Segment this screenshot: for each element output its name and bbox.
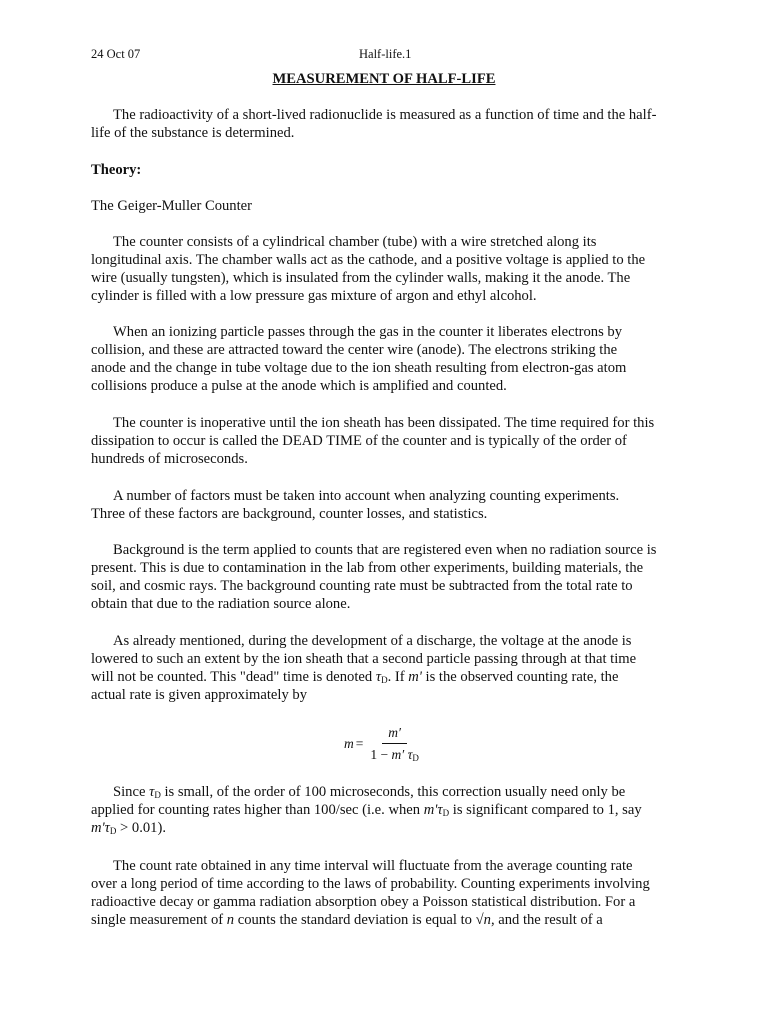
text-line: Three of these factors are background, counter losses, and statistics. xyxy=(91,506,488,522)
document-title: MEASUREMENT OF HALF-LIFE xyxy=(272,71,496,87)
text-line: over a long period of time according to the laws of probability. Counting experiments involving xyxy=(91,876,650,892)
text-line: wire (usually tungsten), which is insulated from the cylinder walls, making it the anode. The xyxy=(91,270,631,286)
equation-denominator: 1 − m′ $\tau_D$ xyxy=(370,747,419,763)
equation-fraction xyxy=(366,724,423,764)
text-line: radioactive decay or gamma radiation absorption obey a Poisson statistical distribution. For a xyxy=(91,894,636,910)
text-line: A number of factors must be taken into account when analyzing counting experiments. xyxy=(113,488,620,504)
text-line: hundreds of microseconds. xyxy=(91,451,248,467)
text-line: lowered to such an extent by the ion sheath that a second particle passing through at that time xyxy=(91,651,637,667)
text-line: longitudinal axis. The chamber walls act as the cathode, and a positive voltage is applied to the xyxy=(91,252,646,268)
tau-symbol: τ xyxy=(375,669,382,685)
equation-numerator: m′ xyxy=(382,724,407,744)
text-line: collisions produce a pulse at the anode which is amplified and counted. xyxy=(91,378,507,394)
text-line: present. This is due to contamination in the lab from other experiments, building materials, the xyxy=(91,560,644,576)
paragraph-counter-losses xyxy=(91,632,681,704)
paragraph-background xyxy=(91,541,681,613)
text-line: soil, and cosmic rays. The background counting rate must be subtracted from the total rate to xyxy=(91,578,633,594)
m-prime-symbol: m' xyxy=(408,669,422,685)
paragraph-statistics xyxy=(91,857,681,929)
text-line: dissipation to occur is called the DEAD TIME of the counter and is typically of the order of xyxy=(91,433,627,449)
section-heading-theory: Theory: xyxy=(91,162,142,178)
equation-equals: = xyxy=(355,736,364,751)
text-line: life of the substance is determined. xyxy=(91,125,295,141)
text-line: When an ionizing particle passes through the gas in the counter it liberates electrons by xyxy=(113,324,622,340)
equation-lhs: m xyxy=(344,736,354,751)
sqrt-symbol: √ xyxy=(475,912,484,928)
paragraph-counter-description xyxy=(91,233,681,305)
subheading-geiger-muller: The Geiger-Muller Counter xyxy=(91,198,252,214)
paragraph-dead-time xyxy=(91,414,681,468)
text-line: The radioactivity of a short-lived radionuclide is measured as a function of time and the half- xyxy=(113,107,657,123)
text-line: single measurement of n counts the standard deviation is equal to √n, and the result of a xyxy=(91,912,603,928)
text-line: As already mentioned, during the development of a discharge, the voltage at the anode is xyxy=(113,633,632,649)
text-line: applied for counting rates higher than 100/sec (i.e. when $m'\tau_D$ is significant compared to 1, say xyxy=(91,802,642,818)
text-line: cylinder is filled with a low pressure gas mixture of argon and ethyl alcohol. xyxy=(91,288,537,304)
text-line: $m'\tau_D > 0.01$). xyxy=(91,820,166,836)
header-date: 24 Oct 07 xyxy=(91,47,141,61)
intro-paragraph xyxy=(91,106,681,142)
text-line: collision, and these are attracted toward the center wire (anode). The electrons striking the xyxy=(91,342,618,358)
text-line: The counter consists of a cylindrical chamber (tube) with a wire stretched along its xyxy=(113,234,597,250)
paragraph-small-correction xyxy=(91,783,681,837)
text-line: Background is the term applied to counts that are registered even when no radiation source is xyxy=(113,542,657,558)
text-line: actual rate is given approximately by xyxy=(91,687,307,703)
text-line: obtain that due to the radiation source alone. xyxy=(91,596,351,612)
dead-time-equation xyxy=(344,722,423,766)
header-page-label: Half-life.1 xyxy=(359,47,412,61)
paragraph-factors xyxy=(91,487,681,523)
text-line: The count rate obtained in any time interval will fluctuate from the average counting rate xyxy=(113,858,633,874)
text-line: The counter is inoperative until the ion sheath has been dissipated. The time required for this xyxy=(113,415,655,431)
paragraph-ionizing-particle xyxy=(91,323,681,395)
text-line: will not be counted. This "dead" time is denoted $\tau_D$. If m' is the observed counting rate, the xyxy=(91,669,619,685)
text-line: Since $\tau_D$ is small, of the order of 100 microseconds, this correction usually need only be xyxy=(113,784,626,800)
text-line: anode and the change in tube voltage due to the ion sheath resulting from electron-gas atom xyxy=(91,360,627,376)
